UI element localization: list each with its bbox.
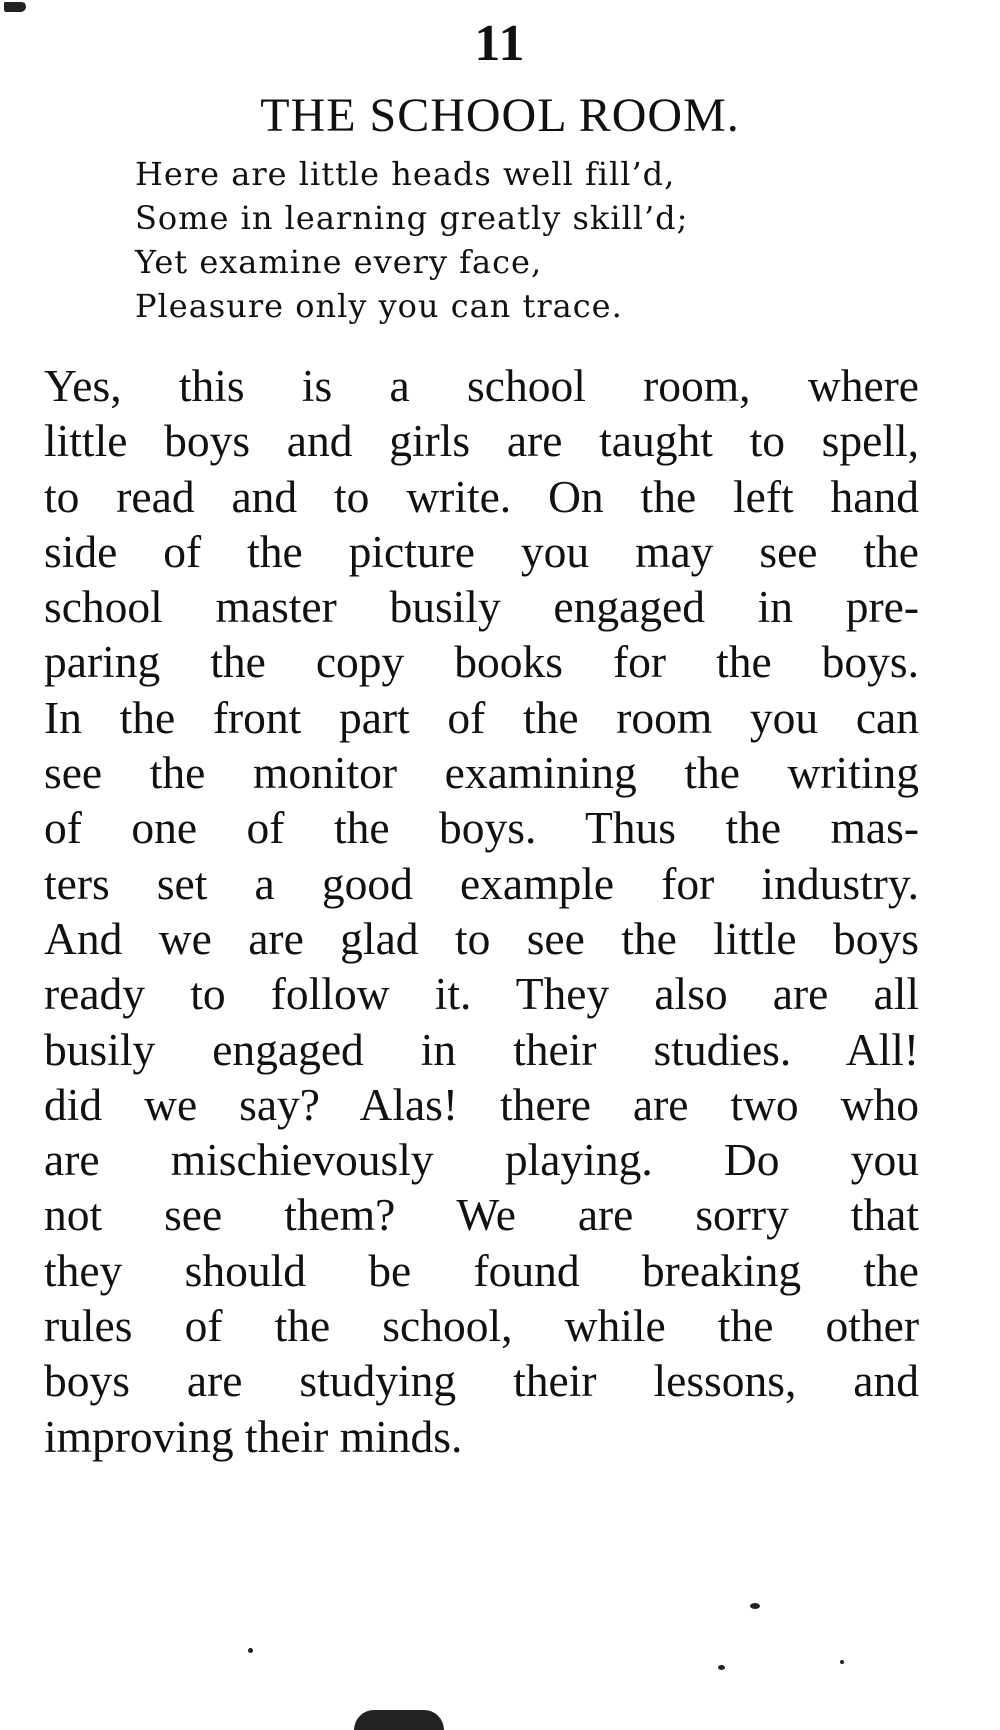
prose-line: did we say? Alas! there are two who <box>44 1078 919 1130</box>
prose-line: rules of the school, while the other <box>44 1300 919 1352</box>
prose-line: In the front part of the room you can <box>44 691 919 743</box>
prose-line: not see them? We are sorry that <box>44 1189 919 1241</box>
prose-line: of one of the boys. Thus the mas- <box>44 802 919 854</box>
poem-line: Pleasure only you can trace. <box>135 287 623 325</box>
ink-speck <box>4 2 26 12</box>
page-number: 11 <box>474 15 526 72</box>
prose-line: they should be found breaking the <box>44 1244 919 1296</box>
prose-line: ters set a good example for industry. <box>44 857 919 909</box>
poem-line: Here are little heads well fill’d, <box>135 155 676 193</box>
prose-line: improving their minds. <box>44 1410 463 1462</box>
prose-line: Yes, this is a school room, where <box>44 360 919 411</box>
prose-line: see the monitor examining the writing <box>44 747 919 799</box>
ink-speck <box>718 1665 725 1670</box>
ink-speck <box>750 1603 760 1609</box>
prose-line: ready to follow it. They also are all <box>44 968 919 1020</box>
poem-line: Yet examine every face, <box>135 243 543 281</box>
prose-paragraph <box>44 358 919 1464</box>
ink-speck <box>248 1648 253 1653</box>
poem-verse <box>135 152 855 328</box>
prose-line: busily engaged in their studies. All! <box>44 1023 919 1075</box>
prose-line: little boys and girls are taught to spell, <box>44 415 919 467</box>
ink-speck <box>354 1710 444 1730</box>
ink-speck <box>840 1660 844 1664</box>
prose-line: And we are glad to see the little boys <box>44 912 919 964</box>
prose-line: boys are studying their lessons, and <box>44 1355 919 1407</box>
prose-line: school master busily engaged in pre- <box>44 581 919 633</box>
prose-line: are mischievously playing. Do you <box>44 1134 919 1186</box>
prose-line: to read and to write. On the left hand <box>44 470 919 522</box>
prose-line: side of the picture you may see the <box>44 525 919 577</box>
chapter-title: THE SCHOOL ROOM. <box>260 89 740 142</box>
prose-line: paring the copy books for the boys. <box>44 636 919 688</box>
poem-line: Some in learning greatly skill’d; <box>135 199 689 237</box>
